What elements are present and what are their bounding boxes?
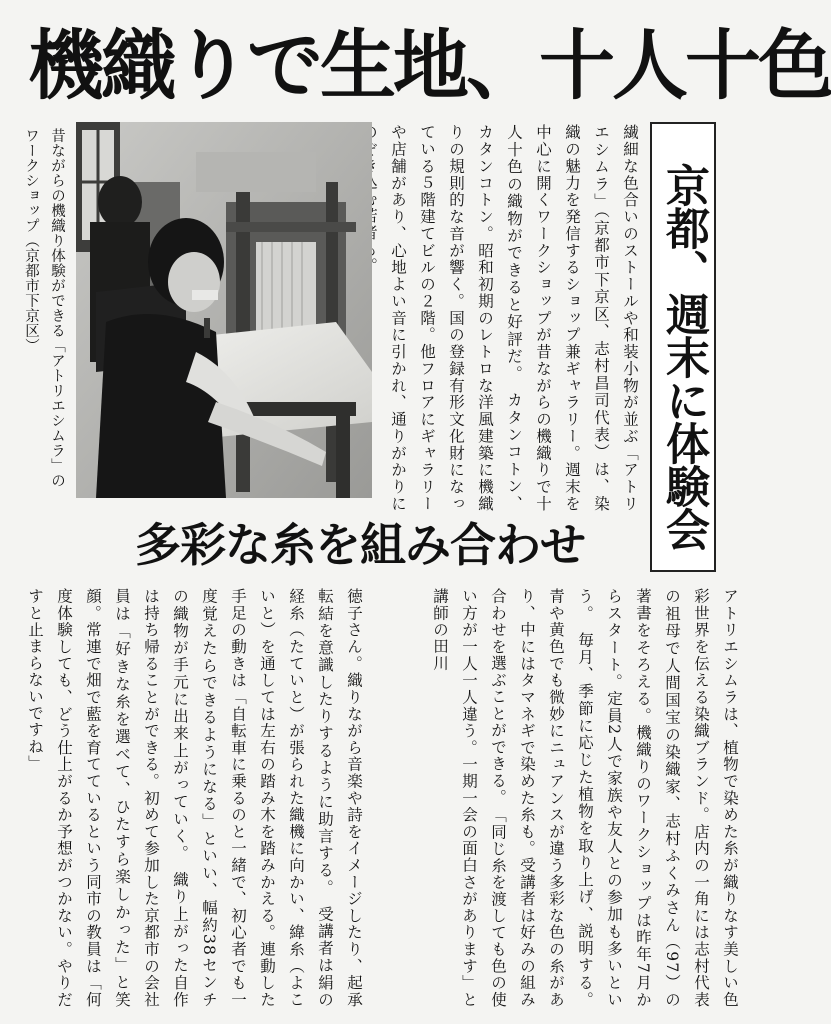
section-heading: 多彩な糸を組み合わせ [135, 518, 585, 572]
photo-caption: 昔ながらの機織り体験ができる「アトリエシムラ」のワークショップ（京都市下京区） [23, 128, 65, 488]
weaving-workshop-photo [76, 122, 372, 498]
article-column-lower-left: 徳子さん。織りながら音楽や詩をイメージしたり、起承転結を意識したりするように助言する。 受講者は絹の経糸（たていと）が張られた織機に向かい、緯糸（よこいと）を通しては左右の踏み木を踏みかえる。連動した手足の動きは「自転車に乗るのと一緒で、初心者でも一度覚えたらできるようになる」といい、幅約38センチの織物が手元に出来上がっていく。 織り上がった自作は持ち帰ることができる。初めて参加した京都市の会社員は「好きな糸を選べて、ひたすら楽しかった」と笑顔。常連で畑で藍を育てているという同市の教員は「何度体験しても、どう仕上がるか予想がつかない。やりだすと止まらないですね」 [26, 588, 363, 1008]
subheadline: 京都、週末に体験会 [658, 162, 709, 550]
subheadline-box [650, 122, 716, 572]
headline: 機織りで生地、十人十色 [28, 21, 831, 110]
article-column-lower-right: アトリエシムラは、植物で染めた糸が織りなす美しい色彩世界を伝える染織ブランド。店内の一角には志村代表の祖母で人間国宝の染織家、志村ふくみさん（97）の著書をそろえる。機織りのワークショップは昨年7月からスタート。定員2人で家族や友人との参加も多いという。 毎月、季節に応じた植物を取り上げ、説明する。青や黄色でも微妙にニュアンスが違う多彩な色の糸があり、中にはタマネギで染めた糸も。受講者は好みの組み合わせを選ぶことができる。 「同じ糸を渡しても色の使い方が一人一人違う。一期一会の面白さがあります」と講師の田川 [431, 588, 739, 1008]
article-column-upper: 繊細な色合いのストールや和装小物が並ぶ「アトリエシムラ」（京都市下京区、志村昌司代表）は、染織の魅力を発信するショップ兼ギャラリー。週末を中心に開くワークショップが昔ながらの機織りで十人十色の織物ができると好評だ。 カタンコトン、カタンコトン。昭和初期のレトロな洋風建築に機織りの規則的な音が響く。国の登録有形文化財になっている５階建てビルの２階。他フロアにギャラリーや店舗があり、心地よい音に引かれ、通りがかりに [389, 124, 639, 512]
